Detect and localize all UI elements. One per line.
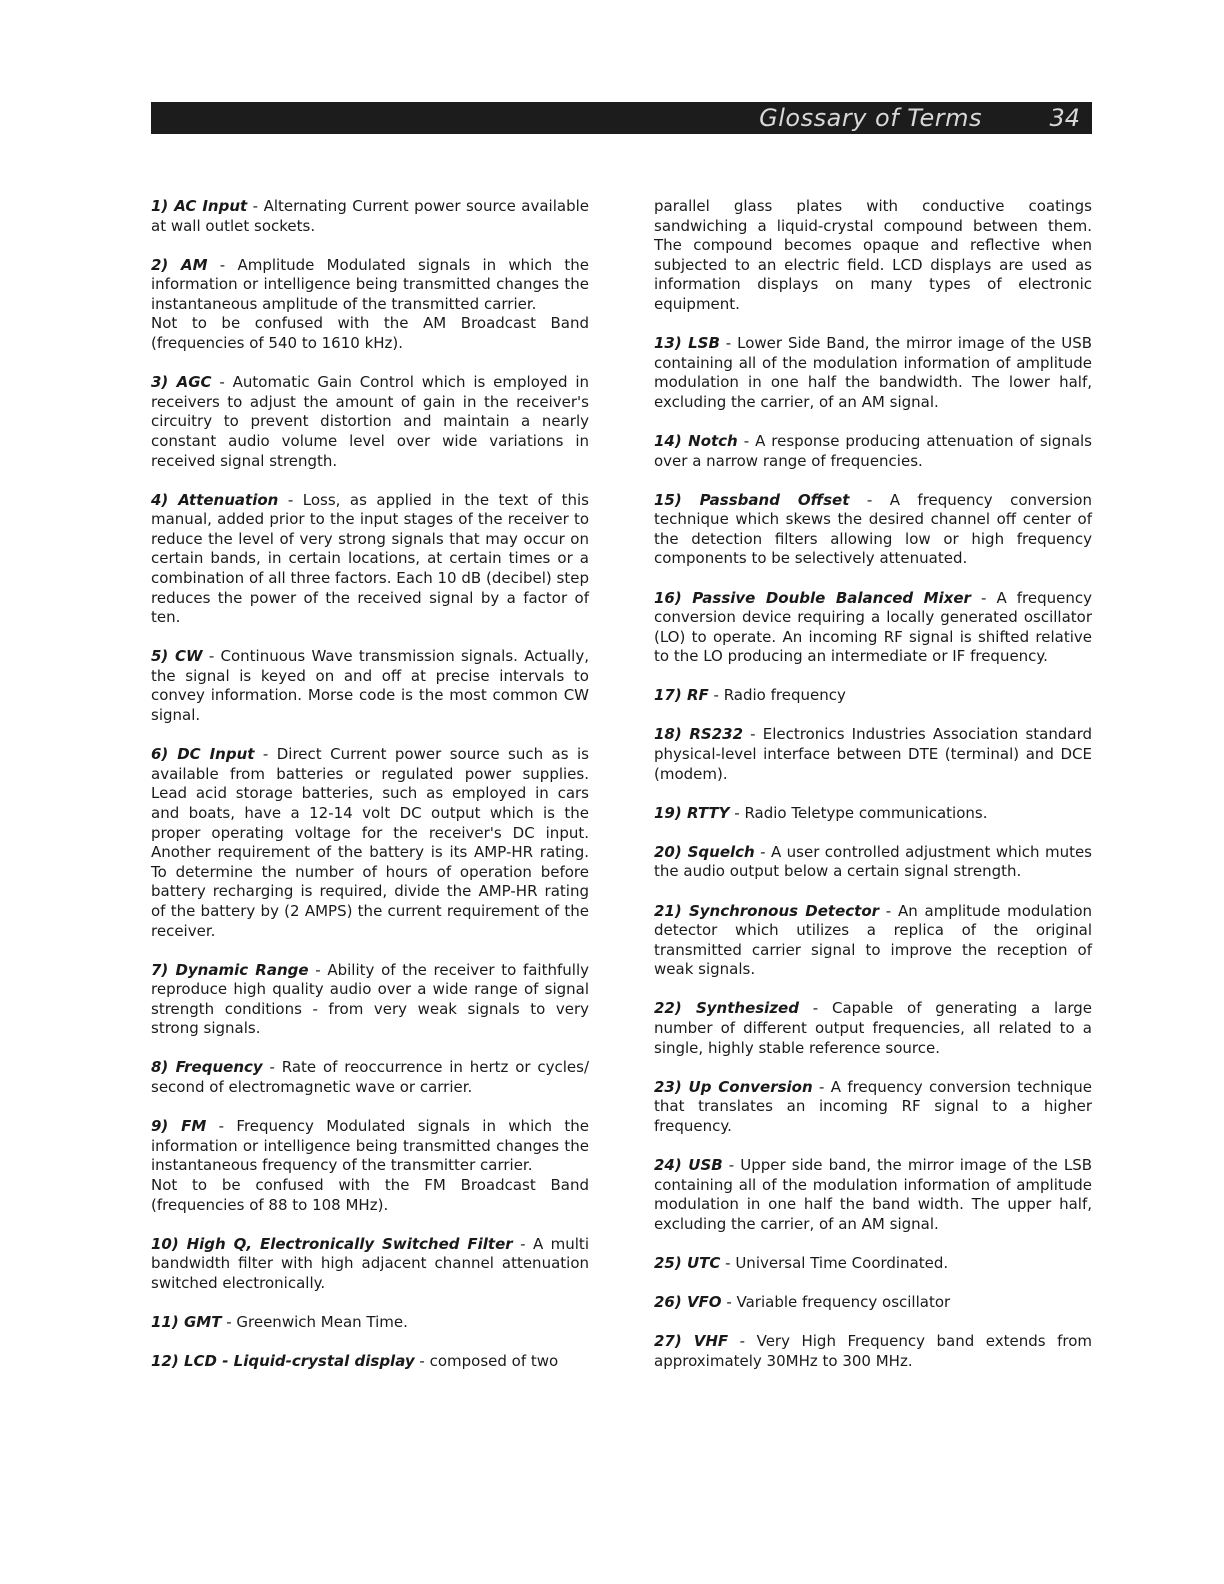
glossary-definition: Greenwich Mean Time. xyxy=(236,1312,408,1331)
term-separator: - xyxy=(278,490,303,509)
term-separator: - xyxy=(729,803,745,822)
term-separator: - xyxy=(737,431,756,450)
glossary-entry xyxy=(654,999,1092,1058)
glossary-entry xyxy=(654,491,1092,569)
glossary-term: 5) CW xyxy=(151,647,203,666)
glossary-entry xyxy=(654,843,1092,882)
glossary-definition: Lower Side Band, the mirror image of the USB containing all of the modulation information of amplitude modulation in one half the bandwidth. The lower half, excluding the carrier, of an AM signal. xyxy=(654,334,1093,411)
term-separator: - xyxy=(247,197,264,215)
term-separator: - xyxy=(708,686,724,705)
glossary-definition: Alternating Current power source available at wall outlet sockets. xyxy=(151,197,589,235)
glossary-entry xyxy=(654,589,1092,667)
glossary-term: 20) Squelch xyxy=(654,842,755,861)
term-separator: - xyxy=(720,1253,736,1272)
glossary-entry xyxy=(654,334,1092,412)
glossary-term: 19) RTTY xyxy=(654,803,730,822)
glossary-term: 9) FM xyxy=(151,1117,207,1136)
term-separator: - xyxy=(879,901,898,920)
glossary-entry xyxy=(151,1058,589,1097)
page-number: 34 xyxy=(1049,104,1080,132)
glossary-definition: Rate of reoccurrence in hertz or cycles/ second of electromagnetic wave or carrier. xyxy=(151,1058,590,1097)
glossary-definition: A response producing attenuation of signals over a narrow range of frequencies. xyxy=(654,431,1092,470)
glossary-entry xyxy=(654,686,1092,706)
glossary-entry xyxy=(151,1352,589,1372)
glossary-term: 1) AC Input xyxy=(151,197,248,215)
page-title: Glossary of Terms xyxy=(759,104,982,132)
glossary-entry xyxy=(654,1156,1092,1234)
glossary-definition: Universal Time Coordinated. xyxy=(735,1253,949,1272)
glossary-entry xyxy=(654,804,1092,824)
glossary-term: 17) RF xyxy=(654,686,709,705)
glossary-definition: A frequency conversion device requiring a locally generated oscillator (LO) to operate. An incoming RF signal is shifted relative to the LO producing an intermediate or IF frequency. xyxy=(654,588,1093,666)
glossary-term: 27) VHF xyxy=(654,1332,729,1351)
glossary-entry xyxy=(151,961,589,1039)
term-separator: - xyxy=(211,373,233,392)
glossary-definition: A multi bandwidth filter with high adjacent channel attenuation switched electronically. xyxy=(151,1234,589,1292)
glossary-definition: A frequency conversion technique that translates an incoming RF signal to a higher frequency. xyxy=(654,1077,1092,1135)
term-separator: - xyxy=(728,1332,757,1351)
glossary-entry-continued xyxy=(654,197,1092,315)
glossary-term: 4) Attenuation xyxy=(151,490,279,509)
glossary-definition: Radio Teletype communications. xyxy=(744,803,988,822)
glossary-term: 22) Synthesized xyxy=(654,999,799,1018)
glossary-note: Not to be confused with the AM Broadcast Band (frequencies of 540 to 1610 kHz). xyxy=(151,314,589,353)
glossary-entry xyxy=(654,902,1092,980)
glossary-term: 6) DC Input xyxy=(151,745,255,764)
glossary-entry xyxy=(151,1235,589,1294)
glossary-entry xyxy=(654,1254,1092,1274)
glossary-definition: Very High Frequency band extends from approximately 30MHz to 300 MHz. xyxy=(654,1332,1092,1370)
glossary-term: 23) Up Conversion xyxy=(654,1077,813,1096)
glossary-definition: Electronics Industries Association standard physical-level interface between DTE (terminal) and DCE (modem). xyxy=(654,725,1092,783)
glossary-definition: composed of two xyxy=(429,1352,559,1370)
glossary-term: 7) Dynamic Range xyxy=(151,960,309,979)
glossary-term: 3) AGC xyxy=(151,373,212,392)
glossary-term: 21) Synchronous Detector xyxy=(654,901,880,920)
term-separator: - xyxy=(754,842,771,861)
glossary-definition: Upper side band, the mirror image of the LSB containing all of the modulation information of amplitude modulation in one half the band width. The upper half, excluding the carrier, of an AM signal. xyxy=(654,1155,1093,1233)
term-separator: - xyxy=(206,1117,237,1136)
glossary-entry xyxy=(151,745,589,941)
glossary-entry xyxy=(654,725,1092,784)
glossary-entry xyxy=(151,647,589,725)
glossary-entry xyxy=(654,432,1092,471)
left-column xyxy=(151,197,589,1372)
glossary-definition: Variable frequency oscillator xyxy=(736,1292,951,1311)
term-separator: - xyxy=(254,745,277,764)
term-separator: - xyxy=(414,1352,430,1370)
header-bar xyxy=(151,102,1092,134)
term-separator: - xyxy=(262,1058,282,1077)
glossary-term: 16) Passive Double Balanced Mixer xyxy=(654,588,971,607)
glossary-term: 18) RS232 xyxy=(654,725,744,744)
glossary-entry xyxy=(151,1313,589,1333)
glossary-definition: Amplitude Modulated signals in which the information or intelligence being transmitted changes the instantaneous amplitude of the transmitted carrier. xyxy=(151,255,589,313)
glossary-entry xyxy=(654,1293,1092,1313)
term-separator: - xyxy=(970,588,997,607)
glossary-entry xyxy=(654,1078,1092,1137)
term-separator: - xyxy=(721,1292,737,1311)
glossary-definition: parallel glass plates with conductive coatings sandwiching a liquid-crystal compound between them. The compound becomes opaque and reflective when subjected to an electric field. LCD displays are used as information displays on many types of electronic equipment. xyxy=(654,197,1092,313)
glossary-term: 26) VFO xyxy=(654,1292,722,1311)
glossary-term: 14) Notch xyxy=(654,431,738,450)
term-separator: - xyxy=(812,1077,831,1096)
glossary-entry xyxy=(151,373,589,471)
glossary-term: 12) LCD - Liquid-crystal display xyxy=(151,1352,415,1370)
glossary-definition: A user controlled adjustment which mutes the audio output below a certain signal strength. xyxy=(654,842,1092,881)
glossary-term: 10) High Q, Electronically Switched Filter xyxy=(151,1234,513,1253)
glossary-entry xyxy=(151,256,589,354)
glossary-definition: Continuous Wave transmission signals. Actually, the signal is keyed on and off at precise intervals to convey information. Morse code is the most common CW signal. xyxy=(151,647,589,725)
glossary-definition: An amplitude modulation detector which utilizes a replica of the original transmitted carrier signal to improve the reception of weak signals. xyxy=(654,901,1092,979)
glossary-definition: Frequency Modulated signals in which the information or intelligence being transmitted changes the instantaneous frequency of the transmitter carrier. xyxy=(151,1117,589,1175)
glossary-term: 13) LSB xyxy=(654,334,720,353)
glossary-definition: Capable of generating a large number of different output frequencies, all related to a single, highly stable reference source. xyxy=(654,999,1093,1057)
glossary-term: 8) Frequency xyxy=(151,1058,263,1077)
glossary-definition: Radio frequency xyxy=(723,686,846,705)
term-separator: - xyxy=(308,960,328,979)
term-separator: - xyxy=(207,255,238,274)
glossary-note: Not to be confused with the FM Broadcast Band (frequencies of 88 to 108 MHz). xyxy=(151,1175,589,1214)
glossary-definition: A frequency conversion technique which skews the desired channel off center of the detection filters allowing low or high frequency components to be selectively attenuated. xyxy=(654,490,1092,568)
term-separator: - xyxy=(743,725,763,744)
glossary-definition: Ability of the receiver to faithfully reproduce high quality audio over a wide range of signal strength conditions - from very weak signals to very strong signals. xyxy=(151,960,589,1038)
term-separator: - xyxy=(719,334,738,353)
glossary-entry xyxy=(151,197,589,236)
glossary-definition: Loss, as applied in the text of this manual, added prior to the input stages of the receiver to reduce the level of very strong signals that may occur on certain bands, in certain locations, at certain times or a combination of all three factors. Each 10 dB (decibel) step reduces the power of the received signal by a factor of ten. xyxy=(151,490,589,627)
glossary-entry xyxy=(151,1117,589,1215)
term-separator: - xyxy=(202,647,221,666)
glossary-term: 11) GMT xyxy=(151,1312,222,1331)
term-separator: - xyxy=(221,1312,237,1331)
term-separator: - xyxy=(849,490,890,509)
term-separator: - xyxy=(722,1155,741,1174)
right-column xyxy=(654,197,1092,1371)
term-separator: - xyxy=(512,1234,533,1253)
term-separator: - xyxy=(798,999,832,1018)
glossary-entry xyxy=(151,491,589,628)
glossary-definition: Direct Current power source such as is available from batteries or regulated power supplies. Lead acid storage batteries, such as employed in cars and boats, have a 12-14 volt DC output which is the proper operating voltage for the receiver's DC input. Another requirement of the battery is its AMP-HR rating. To determine the number of hours of operation before battery recharging is required, divide the AMP-HR rating of the battery by (2 AMPS) the current requirement of the receiver. xyxy=(151,745,589,940)
glossary-entry xyxy=(654,1332,1092,1371)
glossary-term: 25) UTC xyxy=(654,1253,721,1272)
glossary-definition: Automatic Gain Control which is employed in receivers to adjust the amount of gain in the receiver's circuitry to prevent distortion and maintain a nearly constant audio volume level over wide variations in received signal strength. xyxy=(151,373,590,470)
glossary-term: 2) AM xyxy=(151,255,208,274)
glossary-term: 15) Passband Offset xyxy=(654,490,850,509)
glossary-term: 24) USB xyxy=(654,1155,723,1174)
